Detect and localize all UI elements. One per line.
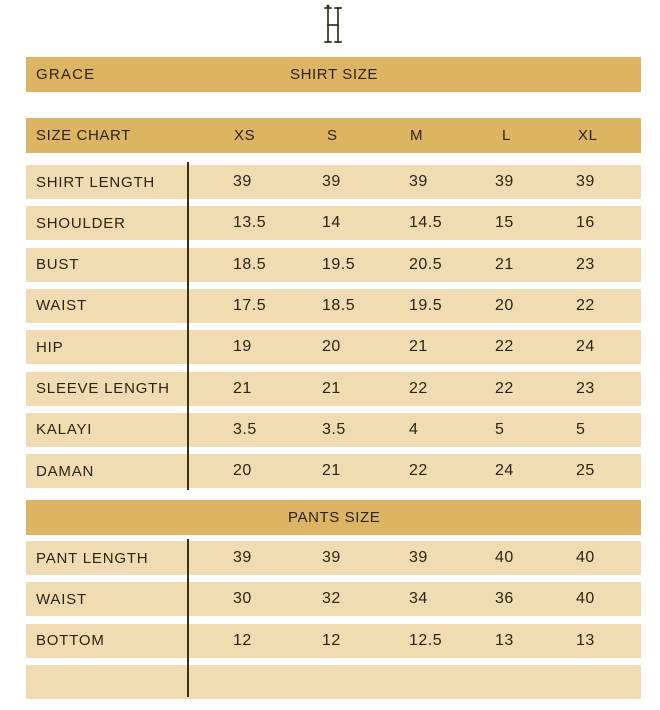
size-value-m: 20.5: [409, 255, 443, 273]
size-value-l: 40: [495, 549, 514, 566]
size-value-xl: 23: [576, 255, 595, 273]
size-value-m: 14.5: [409, 214, 443, 232]
table-row: [26, 413, 641, 447]
size-value-l: 22: [495, 379, 514, 397]
size-value-m: 21: [409, 338, 428, 356]
shirt-column-divider: [187, 162, 189, 490]
table-row: [26, 541, 641, 575]
pants-size-title: PANTS SIZE: [288, 509, 381, 526]
size-value-xs: 39: [233, 549, 252, 566]
size-value-m: 12.5: [409, 631, 443, 649]
row-label: PANT LENGTH: [36, 549, 149, 567]
size-chart-header: [26, 118, 641, 153]
size-value-xl: 39: [576, 173, 595, 190]
size-value-s: 19.5: [322, 255, 356, 273]
row-label: DAMAN: [36, 462, 95, 480]
size-value-l: 36: [495, 590, 514, 608]
table-row: [26, 289, 641, 323]
size-value-xl: 22: [576, 296, 595, 314]
shirt-size-title-bar: [26, 57, 641, 92]
size-header-m: M: [410, 127, 424, 144]
size-value-s: 14: [322, 214, 341, 232]
row-label: SHIRT LENGTH: [36, 173, 156, 191]
size-header-xs: XS: [234, 127, 256, 144]
table-row: [26, 624, 641, 658]
size-header-xl: XL: [578, 127, 598, 144]
size-value-xs: 12: [233, 631, 252, 649]
size-value-xs: 19: [233, 338, 252, 356]
size-value-xs: 13.5: [233, 214, 267, 232]
size-value-l: 15: [495, 214, 514, 232]
size-value-s: 18.5: [322, 296, 356, 314]
size-header-l: L: [502, 127, 511, 144]
table-row: [26, 248, 641, 282]
table-row: [26, 330, 641, 364]
row-label: BOTTOM: [36, 632, 105, 650]
size-value-l: 13: [495, 631, 514, 649]
size-value-s: 32: [322, 590, 341, 608]
size-value-m: 22: [409, 379, 428, 397]
size-value-xl: 40: [576, 549, 595, 566]
table-row: [26, 582, 641, 616]
size-value-s: 12: [322, 631, 341, 649]
size-value-m: 39: [409, 173, 428, 190]
pants-size-title-bar: [26, 500, 641, 535]
size-value-xs: 18.5: [233, 255, 267, 273]
size-value-s: 39: [322, 173, 341, 190]
row-label: SHOULDER: [36, 214, 126, 232]
size-value-l: 39: [495, 173, 514, 190]
size-value-m: 34: [409, 590, 428, 608]
h-monogram-icon: [322, 4, 344, 46]
size-value-l: 22: [495, 338, 514, 356]
size-value-xs: 30: [233, 590, 252, 608]
pants-column-divider: [187, 539, 189, 697]
size-value-xl: 16: [576, 214, 595, 232]
shirt-size-title: SHIRT SIZE: [290, 66, 378, 83]
size-value-s: 21: [322, 379, 341, 397]
row-label: HIP: [36, 338, 64, 356]
size-value-xl: 40: [576, 590, 595, 608]
size-value-l: 21: [495, 255, 514, 273]
size-value-xl: 25: [576, 462, 595, 480]
size-value-l: 20: [495, 296, 514, 314]
size-value-xs: 39: [233, 173, 252, 190]
size-value-m: 22: [409, 462, 428, 480]
size-value-xl: 13: [576, 631, 595, 649]
size-value-xs: 20: [233, 462, 252, 480]
size-value-s: 39: [322, 549, 341, 566]
table-row: [26, 372, 641, 406]
table-row: [26, 206, 641, 240]
size-chart-label: SIZE CHART: [36, 127, 131, 144]
size-value-xl: 24: [576, 338, 595, 356]
row-label: KALAYI: [36, 421, 93, 439]
size-value-m: 4: [409, 420, 419, 438]
size-value-s: 20: [322, 338, 341, 356]
brand-name: GRACE: [36, 66, 96, 83]
size-value-xs: 21: [233, 379, 252, 397]
size-value-xs: 17.5: [233, 296, 267, 314]
size-header-s: S: [327, 127, 338, 144]
row-label: SLEEVE LENGTH: [36, 380, 170, 397]
size-value-m: 19.5: [409, 296, 443, 314]
size-value-xs: 3.5: [233, 420, 257, 438]
table-row: [26, 665, 641, 699]
table-row: [26, 165, 641, 199]
size-value-s: 3.5: [322, 420, 346, 438]
table-row: [26, 454, 641, 488]
size-value-s: 21: [322, 462, 341, 480]
size-value-l: 5: [495, 420, 505, 438]
size-value-m: 39: [409, 549, 428, 566]
row-label: BUST: [36, 256, 80, 274]
row-label: WAIST: [36, 297, 87, 315]
size-value-xl: 5: [576, 420, 586, 438]
size-value-xl: 23: [576, 379, 595, 397]
row-label: WAIST: [36, 590, 87, 608]
size-value-l: 24: [495, 462, 514, 480]
